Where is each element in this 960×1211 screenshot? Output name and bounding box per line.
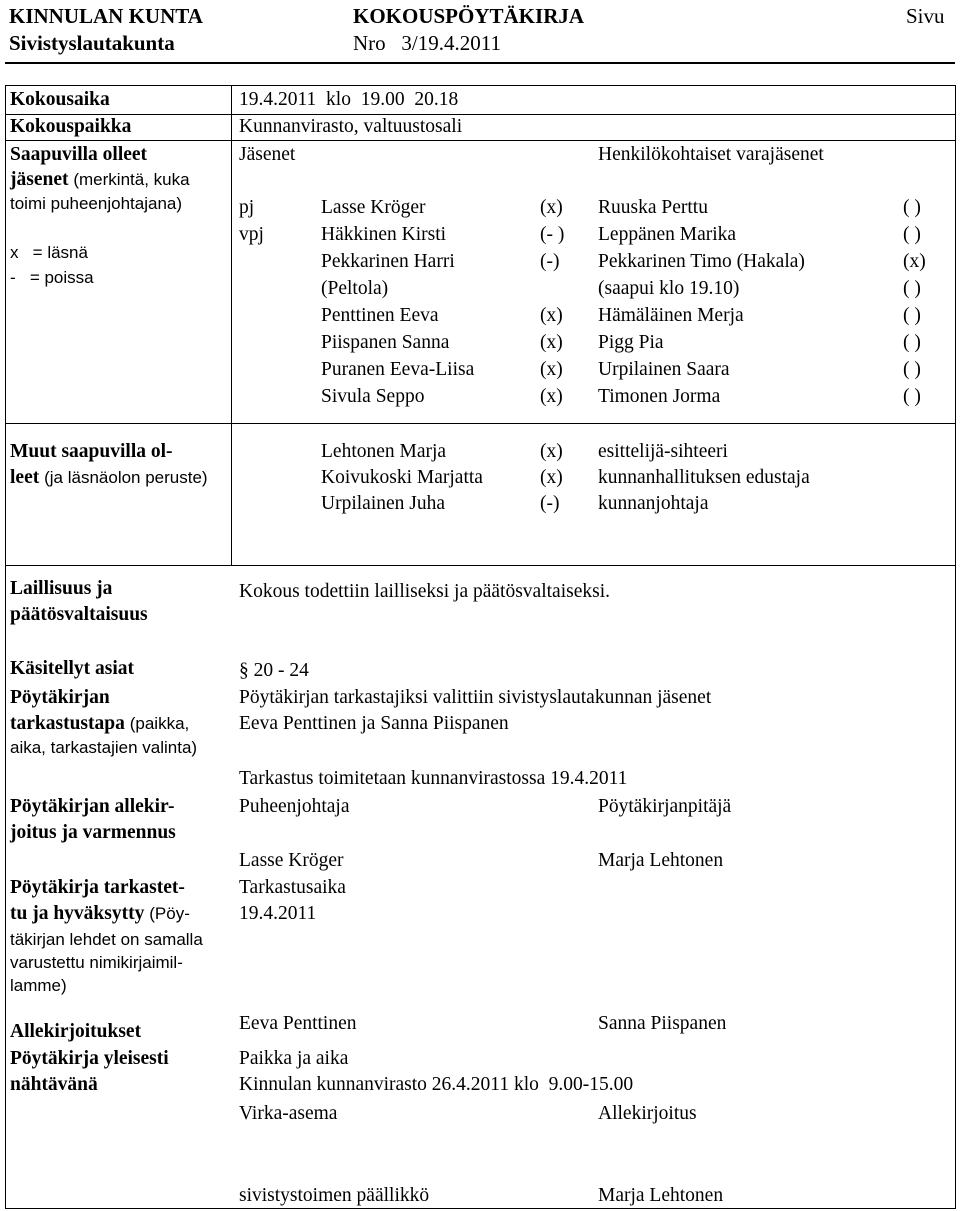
attendee-deputy: Leppänen Marika — [598, 224, 737, 245]
legality-label: Laillisuus ja — [10, 578, 113, 599]
board-name: Sivistyslautakunta — [9, 31, 175, 55]
other-attendee-mark: (x) — [540, 441, 563, 462]
attendee-role: pj — [239, 197, 255, 218]
header-rule — [5, 62, 955, 64]
other-attendee-role: kunnanhallituksen edustaja — [598, 467, 810, 488]
attendee-name: Lasse Kröger — [321, 197, 426, 218]
attendees-label: Saapuvilla olleet — [10, 144, 148, 165]
place-time-label: Paikka ja aika — [239, 1048, 349, 1069]
other-attendee-name: Urpilainen Juha — [321, 493, 446, 514]
attendee-role: vpj — [239, 224, 264, 245]
other-attendee-name: Koivukoski Marjatta — [321, 467, 483, 488]
attendee-name: Penttinen Eeva — [321, 305, 439, 326]
signing-label: joitus ja varmennus — [10, 822, 176, 843]
frame-top — [5, 85, 955, 86]
attendee-mark: (x) — [540, 305, 563, 326]
approved-note: varustettu nimikirjaimil- — [10, 953, 183, 972]
others-label-note: leet (ja läsnäolon peruste) — [10, 467, 208, 488]
attendee-deputy: (saapui klo 19.10) — [598, 278, 740, 299]
attendee-dmark: ( ) — [903, 305, 921, 326]
inspection-text: Pöytäkirjan tarkastajiksi valittiin sivistyslautakunnan jäsenet — [239, 687, 712, 708]
other-attendee-mark: (-) — [540, 493, 560, 514]
others-label: Muut saapuvilla ol- — [10, 441, 173, 462]
frame-left — [5, 85, 6, 1209]
signature-name: Marja Lehtonen — [598, 1185, 724, 1206]
approved-note: täkirjan lehdet on samalla — [10, 930, 203, 949]
legality-text: Kokous todettiin lailliseksi ja päätösvaltaiseksi. — [239, 581, 610, 602]
attendee-dmark: ( ) — [903, 332, 921, 353]
divider — [5, 140, 955, 141]
attendee-name: Piispanen Sanna — [321, 332, 450, 353]
attendee-deputy: Pigg Pia — [598, 332, 664, 353]
page-label: Sivu — [906, 4, 945, 28]
other-attendee-name: Lehtonen Marja — [321, 441, 447, 462]
inspection-label: Pöytäkirjan — [10, 687, 110, 708]
signatures-label: Allekirjoitukset — [10, 1021, 142, 1042]
attendee-mark: (x) — [540, 386, 563, 407]
members-header: Jäsenet — [239, 144, 296, 165]
attendee-mark: (x) — [540, 332, 563, 353]
attendee-mark: (x) — [540, 197, 563, 218]
document-number: Nro 3/19.4.2011 — [353, 31, 501, 55]
attendee-name: Häkkinen Kirsti — [321, 224, 447, 245]
public-label: Pöytäkirja yleisesti — [10, 1048, 169, 1069]
divider — [5, 423, 955, 424]
secretary-name: Marja Lehtonen — [598, 850, 724, 871]
meeting-place-value: Kunnanvirasto, valtuustosali — [239, 116, 463, 137]
approved-label: Pöytäkirja tarkastet- — [10, 877, 185, 898]
legend-absent: - = poissa — [10, 268, 94, 287]
signing-label: Pöytäkirjan allekir- — [10, 796, 175, 817]
meeting-time-value: 19.4.2011 klo 19.00 20.18 — [239, 89, 459, 110]
deputies-header: Henkilökohtaiset varajäsenet — [598, 144, 824, 165]
handled-label: Käsitellyt asiat — [10, 658, 135, 679]
meeting-place-label: Kokouspaikka — [10, 116, 132, 137]
attendee-deputy: Timonen Jorma — [598, 386, 721, 407]
attendee-mark: (-) — [540, 251, 560, 272]
signature-right: Sanna Piispanen — [598, 1013, 727, 1034]
handled-value: § 20 - 24 — [239, 660, 309, 681]
legality-label: päätösvaltaisuus — [10, 604, 148, 625]
attendee-dmark: ( ) — [903, 197, 921, 218]
other-attendee-role: kunnanjohtaja — [598, 493, 709, 514]
attendee-dmark: (x) — [903, 251, 926, 272]
municipality-name: KINNULAN KUNTA — [9, 4, 203, 28]
signature-label: Allekirjoitus — [598, 1103, 697, 1124]
meeting-time-label: Kokousaika — [10, 89, 110, 110]
attendee-dmark: ( ) — [903, 278, 921, 299]
attendees-label-note: jäsenet (merkintä, kuka toimi puheenjohtajana) — [10, 169, 190, 213]
approved-label-note: tu ja hyväksytty (Pöy- — [10, 903, 190, 924]
chair-name: Lasse Kröger — [239, 850, 344, 871]
divider — [5, 114, 955, 115]
approved-note: lamme) — [10, 976, 67, 995]
inspection-text: Tarkastus toimitetaan kunnanvirastossa 19.4.2011 — [239, 768, 628, 789]
other-attendee-role: esittelijä-sihteeri — [598, 441, 728, 462]
attendee-dmark: ( ) — [903, 359, 921, 380]
attendee-name: Pekkarinen Harri — [321, 251, 455, 272]
position-label: Virka-asema — [239, 1103, 338, 1124]
frame-bottom — [5, 1208, 955, 1209]
inspection-text: Eeva Penttinen ja Sanna Piispanen — [239, 713, 509, 734]
attendee-name: (Peltola) — [321, 278, 389, 299]
attendee-name: Sivula Seppo — [321, 386, 425, 407]
attendee-dmark: ( ) — [903, 224, 921, 245]
attendee-name: Puranen Eeva-Liisa — [321, 359, 475, 380]
other-attendee-mark: (x) — [540, 467, 563, 488]
attendee-deputy: Pekkarinen Timo (Hakala) — [598, 251, 805, 272]
column-divider — [231, 85, 232, 565]
inspection-label-note: tarkastustapa (paikka, — [10, 713, 190, 734]
divider — [5, 565, 955, 566]
attendee-deputy: Hämäläinen Merja — [598, 305, 744, 326]
attendee-deputy: Ruuska Perttu — [598, 197, 708, 218]
chair-title: Puheenjohtaja — [239, 796, 350, 817]
public-label: nähtävänä — [10, 1074, 98, 1095]
attendee-dmark: ( ) — [903, 386, 921, 407]
inspection-label-note: aika, tarkastajien valinta) — [10, 738, 198, 757]
place-time-value: Kinnulan kunnanvirasto 26.4.2011 klo 9.00-15.00 — [239, 1074, 634, 1095]
position-value: sivistystoimen päällikkö — [239, 1185, 430, 1206]
legend-present: x = läsnä — [10, 243, 88, 262]
inspection-date-value: 19.4.2011 — [239, 903, 317, 924]
secretary-title: Pöytäkirjanpitäjä — [598, 796, 732, 817]
attendee-mark: (- ) — [540, 224, 565, 245]
signature-left: Eeva Penttinen — [239, 1013, 357, 1034]
attendee-deputy: Urpilainen Saara — [598, 359, 730, 380]
attendee-mark: (x) — [540, 359, 563, 380]
inspection-date-label: Tarkastusaika — [239, 877, 346, 898]
frame-right — [955, 85, 956, 1209]
document-type: KOKOUSPÖYTÄKIRJA — [353, 4, 585, 28]
